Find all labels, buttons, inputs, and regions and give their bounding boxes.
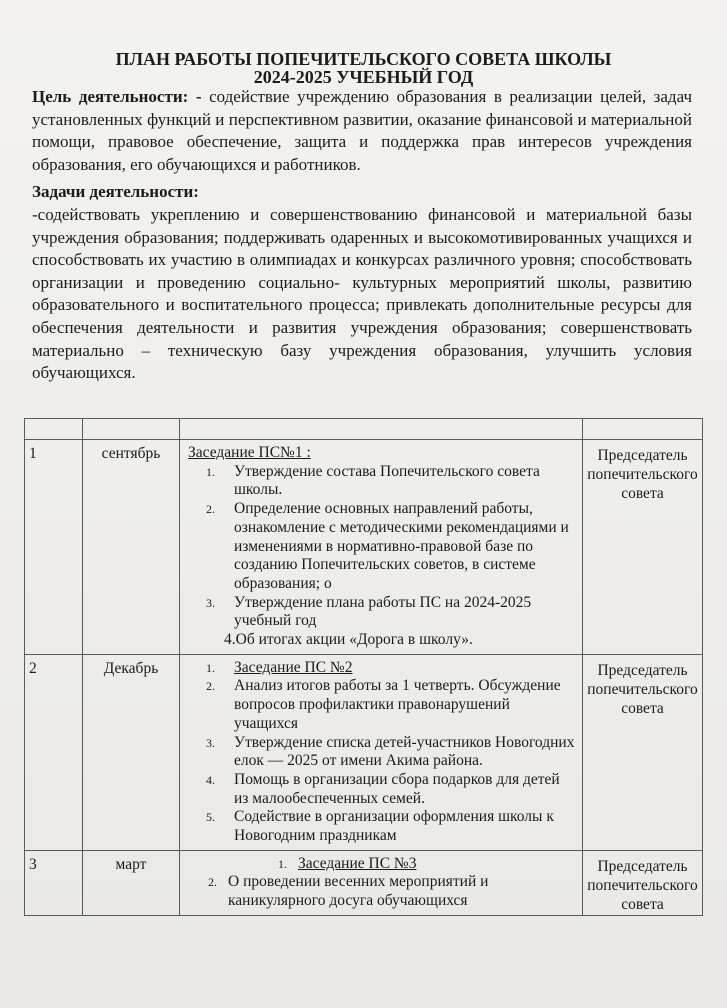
table-header-row bbox=[25, 419, 703, 440]
table-row bbox=[25, 440, 703, 655]
meeting-heading: Заседание ПС№1 : bbox=[188, 444, 311, 461]
table-row bbox=[25, 850, 703, 915]
row-agenda bbox=[180, 850, 583, 915]
agenda-list bbox=[188, 659, 576, 846]
row-month: март bbox=[83, 850, 180, 915]
row-agenda bbox=[180, 440, 583, 655]
tasks-label: Задачи деятельности: bbox=[32, 182, 199, 201]
list-item: 1. Заседание ПС №2 bbox=[206, 658, 353, 676]
tasks-text: -содействовать укреплению и совершенствованию финансовой и материальной базы учреждения образования; поддерживать одаренных и высокомотивированных учащихся и способствовать их участию в олимпиадах и конкурсах различного уровня; способствовать организации и проведению социально- культурных мероприятий школы, развитию образовательного и воспитательного процесса; привлекать дополнительные ресурсы для обеспечения деятельности и развития учреждения образования; совершенствовать материально – техническую базу учреждения образования, улучшить условия обучающихся. bbox=[32, 205, 692, 383]
row-responsible: Председатель попечительского совета bbox=[583, 850, 703, 915]
list-item: 2. Анализ итогов работы за 1 четверть. Обсуждение вопросов профилактики правонарушений учащихся bbox=[206, 677, 561, 732]
goal-text: содействие учреждению образования в реализации целей, задач установленных функций и перспективном развитии, оказание финансовой и материальной помощи, правовое обеспечение, защита и поддержка прав интересов учреждения образования, его обучающихся и работников. bbox=[32, 87, 692, 174]
header-cell bbox=[25, 419, 83, 440]
table-row bbox=[25, 654, 703, 850]
header-cell bbox=[83, 419, 180, 440]
agenda-list bbox=[188, 855, 576, 911]
agenda-extra-item: 4.Об итогах акции «Дорога в школу». bbox=[224, 631, 473, 649]
list-item: 1. Заседание ПС №3 bbox=[278, 854, 417, 872]
row-number: 2 bbox=[25, 654, 83, 850]
row-number: 1 bbox=[25, 440, 83, 655]
row-month: сентябрь bbox=[83, 440, 180, 655]
row-number: 3 bbox=[25, 850, 83, 915]
row-agenda bbox=[180, 654, 583, 850]
list-item: 2. О проведении весенних мероприятий и каникулярного досуга обучающихся bbox=[208, 873, 489, 910]
header-cell bbox=[180, 419, 583, 440]
document-title-line1: ПЛАН РАБОТЫ ПОПЕЧИТЕЛЬСКОГО СОВЕТА ШКОЛЫ bbox=[115, 49, 612, 69]
list-item: 2. Определение основных направлений работы, ознакомление с методическими рекомендациями и изменениями в нормативно-правовой базе по созданию Попечительских советов, в системе образования; о bbox=[206, 500, 569, 592]
row-responsible: Председатель попечительского совета bbox=[583, 440, 703, 655]
list-item: 4. Помощь в организации сбора подарков для детей из малообеспеченных семей. bbox=[206, 770, 560, 807]
list-item: 3. Утверждение плана работы ПС на 2024-2025 учебный год bbox=[206, 593, 532, 630]
document-title-line2: 2024-2025 УЧЕБНЫЙ ГОД bbox=[253, 67, 474, 87]
row-responsible: Председатель попечительского совета bbox=[583, 654, 703, 850]
row-month: Декабрь bbox=[83, 654, 180, 850]
plan-table bbox=[24, 418, 703, 916]
list-item: 5. Содействие в организации оформления школы к Новогодним праздникам bbox=[206, 808, 554, 845]
agenda-list bbox=[188, 463, 576, 631]
header-cell bbox=[583, 419, 703, 440]
list-item: 3. Утверждение списка детей-участников Новогодних елок — 2025 от имени Акима района. bbox=[206, 733, 575, 770]
goal-label: Цель деятельности: - bbox=[32, 87, 202, 106]
list-item: 1. Утверждение состава Попечительского совета школы. bbox=[206, 462, 540, 499]
goal-paragraph bbox=[32, 86, 692, 176]
